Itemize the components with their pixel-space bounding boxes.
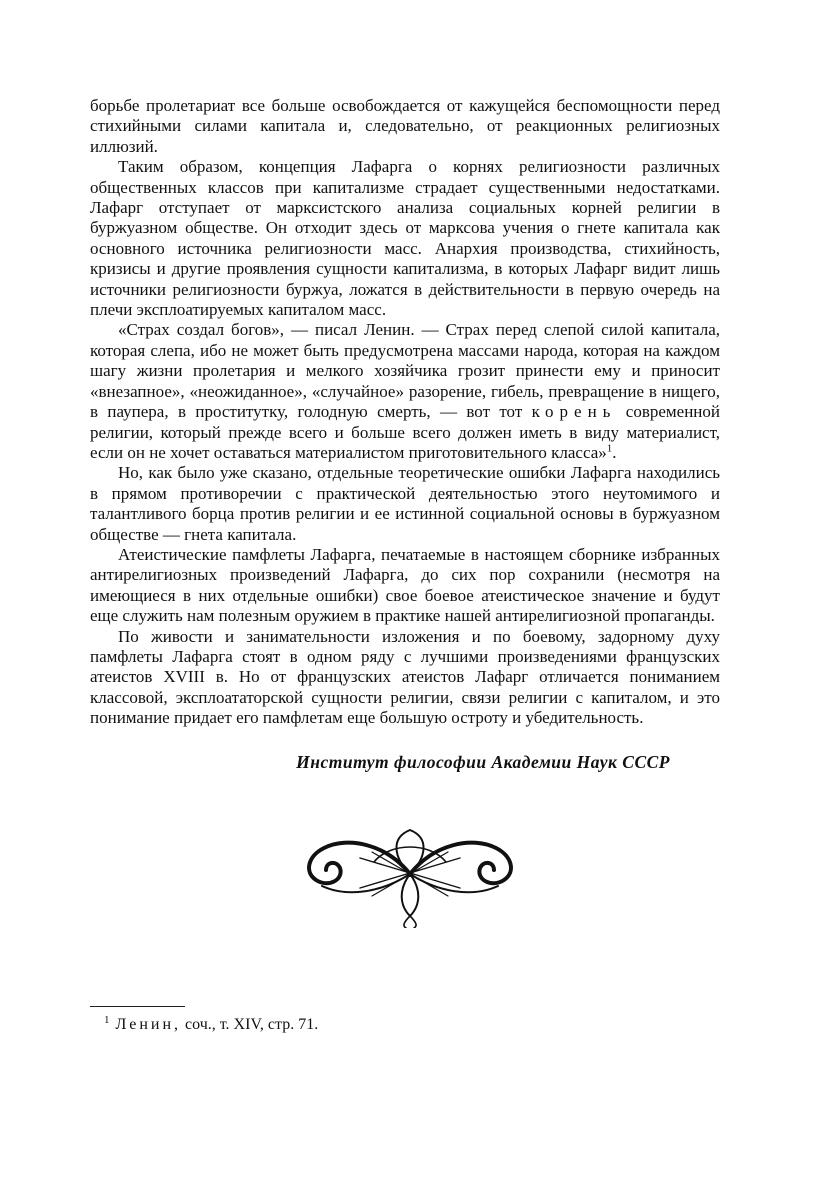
main-text <box>90 96 720 729</box>
quote-text-after: современной религии, который прежде всего и больше всего должен иметь в виду материалист, если он не хочет оставаться материалистом приготовительного класса» <box>90 402 720 462</box>
quote-text-before: «Страх создал богов», — писал Ленин. — Страх перед слепой силой капитала, которая слепа, ибо не может быть предусмотрена массами народа, которая на каждом шагу жизни пролетария и мелкого хозяйчика грозит принести ему и приносит «внезапное», «неожиданное», «случайное» разорение, гибель, превращение в нищего, в паупера, в проститутку, голодную смерть, — вот тот <box>90 320 720 422</box>
footnote-divider <box>90 1006 185 1007</box>
footnote <box>104 1015 318 1035</box>
paragraph-lafargue-concept: Таким образом, концепция Лафарга о корнях религиозности различных общественных классов при капитализме страдает существенными недостатками. Лафарг отступает от марксистского анализа социальных корней религии в буржуазном обществе. Он отходит здесь от марксова учения о гнете капитала как основного источника религиозности масс. Анархия производства, стихийность, кризисы и другие проявления сущности капитализма, в которых Лафарг видит лишь источники религиозности буржуа, ложатся в действительности в первую очередь на плечи эксплоатируемых капиталом масс. <box>90 157 720 320</box>
footnote-reference: 1 <box>606 442 613 455</box>
footnote-reference-text: соч., т. XIV, стр. 71. <box>185 1016 319 1033</box>
footnote-mark: 1 <box>104 1013 110 1026</box>
paragraph-lenin-quote: «Страх создал богов», — писал Ленин. — Страх перед слепой силой капитала, которая слепа, ибо не может быть предусмотрена массами народа, которая на каждом шагу жизни пролетария и мелкого хозяйчика грозит принести ему и приносит «внезапное», «неожиданное», «случайное» разорение, гибель, превращение в нищего, в паупера, в проститутку, голодную смерть, — вот тот корень современной религии, который прежде всего и больше всего должен иметь в виду материалист, если он не хочет оставаться материалистом приготовительного класса»$^1$. <box>90 320 720 462</box>
quote-emphasis: корень <box>531 402 617 422</box>
paragraph-liveliness: По живости и занимательности изложения и по боевому, задорному духу памфлеты Лафарга стоят в одном ряду с лучшими произведениями французских атеистов XVIII в. Но от французских атеистов Лафарг отличается пониманием классовой, эксплоататорской сущности религии, связи религии с капиталом, и это понимание придает его памфлетам еще большую остроту и убедительность. <box>90 626 720 728</box>
paragraph-pamphlets: Атеистические памфлеты Лафарга, печатаемые в настоящем сборнике избранных антирелигиозных произведений Лафарга, до сих пор сохранили (несмотря на имеющиеся в них отдельные ошибки) свое боевое атеистическое значение и будут еще служить нам полезным оружием в практике нашей антирелигиозной пропаганды. <box>90 544 720 626</box>
ornament-flourish-icon <box>290 818 530 928</box>
footnote-author: Ленин, <box>115 1016 182 1033</box>
paragraph-theoretical-errors: Но, как было уже сказано, отдельные теоретические ошибки Лафарга находились в прямом противоречии с практической деятельностью этого неутомимого и талантливого борца против религии и ее истинной социальной основы в буржуазном обществе — гнета капитала. <box>90 463 720 544</box>
paragraph-continued: борьбе пролетариат все больше освобождается от кажущейся беспомощности перед стихийными силами капитала и, следовательно, от реакционных религиозных иллюзий. <box>90 96 720 156</box>
institute-signature: Институт философии Академии Наук СССР <box>296 752 670 772</box>
